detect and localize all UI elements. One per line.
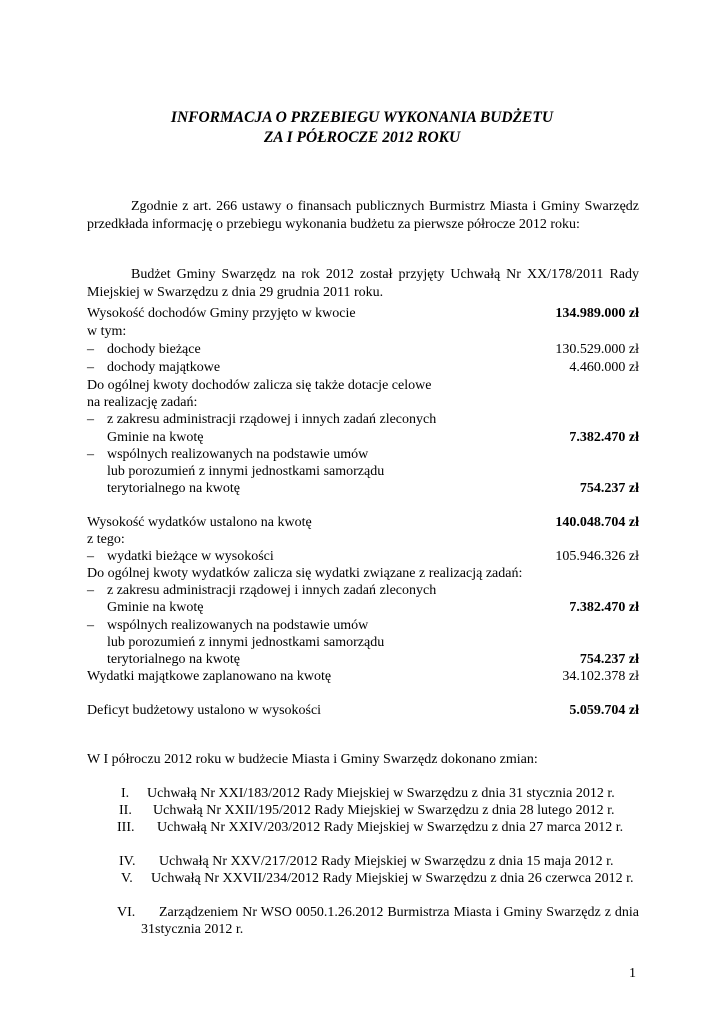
income-label: Wysokość dochodów Gminy przyjęto w kwocie [87, 306, 356, 321]
change-text [157, 819, 639, 836]
intro-paragraph: Zgodnie z art. 266 ustawy o finansach publicznych Burmistrz Miasta i Gminy Swarzędz przedkłada informację o przebiegu wykonania budżetu za pierwsze półrocze 2012 roku: [87, 199, 639, 232]
budget-adopted-paragraph: Budżet Gminy Swarzędz na rok 2012 został przyjęty Uchwałą Nr XX/178/2011 Rady Miejskiej w Swarzędzu z dnia 29 grudnia 2011 roku. [87, 267, 639, 300]
deficit-label: Deficyt budżetowy ustalono w wysokości [87, 703, 322, 718]
dash-bullet: – [87, 618, 94, 633]
expenses-total: 140.048.704 zł [555, 515, 639, 530]
change-number: IV. [119, 854, 136, 869]
income-property-value: 4.460.000 zł [569, 360, 639, 375]
change-text: Uchwałą Nr XXII/195/2012 Rady Miejskiej w Swarzędzu z dnia 28 lutego 2012 r. [153, 803, 615, 818]
expenses-current-label: wydatki bieżące w wysokości [107, 549, 274, 564]
title-line-1: INFORMACJA O PRZEBIEGU WYKONANIA BUDŻETU [170, 109, 554, 126]
deficit-value: 5.059.704 zł [569, 703, 639, 718]
dash-bullet: – [87, 360, 94, 375]
income-in-that: w tym: [87, 324, 127, 339]
change-number: II. [119, 803, 132, 818]
expenses-property-value: 34.102.378 zł [562, 669, 639, 684]
income-grants-line-2: na realizację zadań: [87, 395, 198, 410]
expenses-joint-line-3: terytorialnego na kwotę [107, 652, 240, 667]
expenses-gov-line-1: z zakresu administracji rządowej i innych zadań zleconych [107, 583, 437, 598]
page-number: 1 [629, 966, 636, 981]
income-current-value: 130.529.000 zł [555, 342, 639, 357]
expenses-property-label: Wydatki majątkowe zaplanowano na kwotę [87, 669, 332, 684]
income-total: 134.989.000 zł [555, 306, 639, 321]
dash-bullet: – [87, 342, 94, 357]
expenses-joint-value: 754.237 zł [579, 652, 639, 667]
dash-bullet: – [87, 412, 94, 427]
change-text: Uchwałą Nr XXV/217/2012 Rady Miejskiej w Swarzędzu z dnia 15 maja 2012 r. [159, 854, 614, 869]
dash-bullet: – [87, 447, 94, 462]
change-number: III. [117, 820, 135, 835]
change-text: Zarządzeniem Nr WSO 0050.1.26.2012 Burmistrza Miasta i Gminy Swarzędz z dnia 31stycznia 2012 r. [141, 905, 639, 937]
title-line-2: ZA I PÓŁROCZE 2012 ROKU [263, 129, 461, 146]
expenses-joint-line-2: lub porozumień z innymi jednostkami samorządu [107, 635, 385, 650]
income-joint-line-2: lub porozumień z innymi jednostkami samorządu [107, 464, 385, 479]
income-property-label: dochody majątkowe [107, 360, 221, 375]
change-text: Uchwałą Nr XXVII/234/2012 Rady Miejskiej w Swarzędzu z dnia 26 czerwca 2012 r. [151, 871, 634, 886]
income-joint-line-1: wspólnych realizowanych na podstawie umów [107, 447, 369, 462]
expenses-related-line: Do ogólnej kwoty wydatków zalicza się wydatki związane z realizacją zadań: [87, 566, 523, 581]
expenses-label: Wysokość wydatków ustalono na kwotę [87, 515, 312, 530]
income-gov-line-2: Gminie na kwotę [107, 430, 204, 445]
income-current-label: dochody bieżące [107, 342, 201, 357]
change-text: Uchwałą Nr XXI/183/2012 Rady Miejskiej w Swarzędzu z dnia 31 stycznia 2012 r. [147, 786, 615, 801]
expenses-gov-line-2: Gminie na kwotę [107, 600, 204, 615]
income-gov-line-1: z zakresu administracji rządowej i innych zadań zleconych [107, 412, 437, 427]
change-number: VI. [117, 905, 136, 920]
income-grants-line-1: Do ogólnej kwoty dochodów zalicza się także dotacje celowe [87, 378, 432, 393]
expenses-joint-line-1: wspólnych realizowanych na podstawie umów [107, 618, 369, 633]
expenses-of-that: z tego: [87, 532, 125, 547]
dash-bullet: – [87, 583, 94, 598]
dash-bullet: – [87, 549, 94, 564]
expenses-current-value: 105.946.326 zł [555, 549, 639, 564]
changes-intro: W I półroczu 2012 roku w budżecie Miasta i Gminy Swarzędz dokonano zmian: [87, 752, 538, 767]
income-joint-line-3: terytorialnego na kwotę [107, 481, 240, 496]
change-text-content: Uchwałą Nr XXIV/203/2012 Rady Miejskiej w Swarzędzu z dnia 27 marca 2012 r. [157, 820, 624, 835]
change-number: I. [121, 786, 130, 801]
income-joint-value: 754.237 zł [579, 481, 639, 496]
expenses-gov-value: 7.382.470 zł [569, 600, 639, 615]
income-gov-value: 7.382.470 zł [569, 430, 639, 445]
change-number: V. [121, 871, 133, 886]
